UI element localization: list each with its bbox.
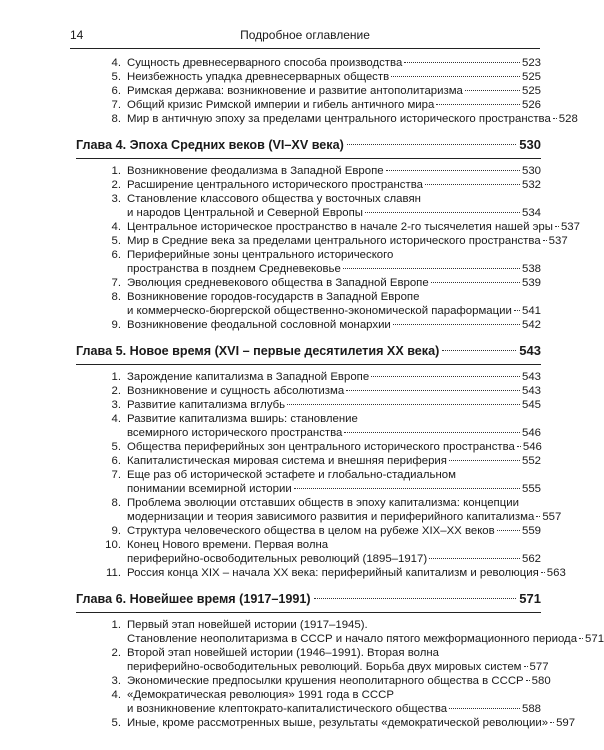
toc-entry [76, 646, 541, 660]
dot-leader [343, 268, 520, 269]
entry-number: 1. [111, 165, 121, 177]
entry-number: 10. [105, 539, 121, 551]
dot-leader [425, 184, 520, 185]
dot-leader [431, 282, 520, 283]
entry-title: Структура человеческого общества в целом на рубеже XIX–XX веков [127, 525, 495, 537]
entry-page: 526 [521, 99, 541, 111]
entry-page: 563 [546, 567, 566, 579]
dot-leader [550, 722, 554, 723]
entry-page: 525 [521, 85, 541, 97]
chapter-heading [76, 341, 541, 361]
entry-title: Конец Нового времени. Первая волна [127, 539, 329, 551]
dot-leader [524, 666, 528, 667]
dot-leader [344, 432, 520, 433]
dot-leader [449, 460, 520, 461]
dot-leader [579, 638, 583, 639]
chapter-heading [76, 589, 541, 609]
dot-leader [526, 680, 530, 681]
entry-page: 543 [521, 371, 541, 383]
entry-title: Развитие капитализма вширь: становление [127, 413, 358, 425]
entry-title: Мир в Средние века за пределами центрального исторического пространства [127, 235, 541, 247]
dot-leader [391, 76, 520, 77]
toc-entry [76, 112, 578, 126]
dot-leader [517, 446, 521, 447]
entry-page: 530 [521, 165, 541, 177]
entry-number: 3. [111, 193, 121, 205]
entry-number: 7. [111, 277, 121, 289]
toc-entry [76, 56, 541, 70]
entry-number: 5. [111, 441, 121, 453]
entry-title: Становление классового общества у восточных славян [127, 193, 421, 205]
entry-page: 577 [529, 661, 549, 673]
toc-entry [76, 468, 541, 482]
dot-leader [347, 144, 516, 145]
entry-page: 523 [521, 57, 541, 69]
chapter-title: Глава 6. Новейшее время (1917–1991) [76, 592, 311, 606]
entry-title: Общества периферийных зон центрального исторического пространства [127, 441, 515, 453]
toc-entry [76, 538, 541, 552]
entry-page: 528 [558, 113, 578, 125]
entry-title: Становление неополитаризма в СССР и начало пятого межформационного периода [127, 633, 578, 645]
entry-number: 11. [106, 567, 121, 579]
dot-leader [536, 516, 540, 517]
entry-title: Иные, кроме рассмотренных выше, результаты «демократической революции» [127, 717, 549, 729]
entry-title: Эволюция средневекового общества в Западной Европе [127, 277, 429, 289]
chapter-title: Глава 5. Новое время (XVI – первые десятилетия XX века) [76, 344, 440, 358]
dot-leader [436, 104, 520, 105]
dot-leader [314, 598, 517, 599]
entry-title: Возникновение городов-государств в Западной Европе [127, 291, 420, 303]
entry-page: 543 [521, 385, 541, 397]
entry-page: 562 [521, 553, 541, 565]
entry-number: 9. [111, 525, 121, 537]
entry-page: 534 [521, 207, 541, 219]
toc-entry [76, 98, 541, 112]
dot-leader [393, 324, 520, 325]
toc-entry [76, 70, 541, 84]
toc-entry [76, 220, 580, 234]
toc-entry [76, 398, 541, 412]
toc-entry [76, 426, 541, 440]
toc-entry [76, 206, 541, 220]
entry-number: 7. [111, 99, 121, 111]
entry-page: 555 [521, 483, 541, 495]
toc-entry [76, 384, 541, 398]
toc-entry [76, 702, 541, 716]
entry-title: Общий кризис Римской империи и гибель античного мира [127, 99, 435, 111]
entry-number: 5. [111, 717, 121, 729]
toc-entry [76, 552, 541, 566]
dot-leader [386, 170, 520, 171]
entry-title: Возникновение феодализма в Западной Европе [127, 165, 384, 177]
toc-entry [76, 632, 604, 646]
toc-entry [76, 688, 541, 702]
chapter-page: 543 [519, 343, 541, 358]
entry-title: Россия конца XIX – начала XX века: периферийный капитализм и революция [127, 567, 539, 579]
table-of-contents [76, 56, 604, 730]
entry-title: модернизации и теория зависимого развития и периферийного капитализма [127, 511, 535, 523]
entry-number: 5. [111, 235, 121, 247]
entry-page: 539 [521, 277, 541, 289]
dot-leader [371, 376, 520, 377]
entry-number: 8. [111, 291, 121, 303]
dot-leader [294, 488, 520, 489]
toc-entry [76, 248, 541, 262]
entry-number: 5. [111, 71, 121, 83]
entry-title: Зарождение капитализма в Западной Европе [127, 371, 370, 383]
entry-title: Развитие капитализма вглубь [127, 399, 286, 411]
toc-entry [76, 370, 541, 384]
toc-entry [76, 510, 562, 524]
entry-title: Возникновение и сущность абсолютизма [127, 385, 345, 397]
chapter-rule [76, 612, 541, 613]
entry-page: 525 [521, 71, 541, 83]
toc-entry [76, 454, 541, 468]
toc-entry [76, 276, 541, 290]
entry-title: Расширение центрального исторического пространства [127, 179, 423, 191]
entry-title: и возникновение клептократо-капиталистического общества [127, 703, 448, 715]
running-header [70, 26, 540, 49]
dot-leader [543, 240, 547, 241]
entry-title: Второй этап новейшей истории (1946–1991). Вторая волна [127, 647, 439, 659]
entry-page: 557 [542, 511, 562, 523]
entry-number: 6. [111, 85, 121, 97]
toc-entry [76, 524, 541, 538]
entry-title: понимании всемирной истории [127, 483, 292, 495]
dot-leader [346, 390, 520, 391]
entry-title: Римская держава: возникновение и развитие антополитаризма [127, 85, 463, 97]
entry-number: 9. [111, 319, 121, 331]
toc-entry [76, 290, 541, 304]
entry-title: Периферийные зоны центрального исторического [127, 249, 394, 261]
entry-number: 4. [111, 413, 121, 425]
chapter-title: Глава 4. Эпоха Средних веков (VI–XV века) [76, 138, 344, 152]
entry-number: 2. [111, 385, 121, 397]
entry-page: 545 [521, 399, 541, 411]
entry-page: 552 [521, 455, 541, 467]
toc-entry [76, 566, 566, 580]
entry-page: 597 [556, 717, 576, 729]
entry-page: 532 [521, 179, 541, 191]
entry-page: 571 [585, 633, 604, 645]
dot-leader [404, 62, 520, 63]
entry-number: 6. [111, 249, 121, 261]
toc-entry [76, 262, 541, 276]
running-title: Подробное оглавление [240, 28, 370, 42]
entry-number: 4. [111, 689, 121, 701]
entry-title: Еще раз об исторической эстафете и глобально-стадиальном [127, 469, 456, 481]
dot-leader [465, 90, 520, 91]
chapter-heading [76, 135, 541, 155]
toc-entry [76, 440, 541, 454]
dot-leader [287, 404, 520, 405]
entry-title: пространства в позднем Средневековье [127, 263, 341, 275]
chapter-page: 571 [519, 591, 541, 606]
entry-number: 3. [111, 675, 121, 687]
chapter-rule [76, 364, 541, 365]
entry-title: и коммерческо-бюргерской общественно-экономической параформации [127, 305, 512, 317]
entry-number: 1. [111, 371, 121, 383]
entry-title: всемирного исторического пространства [127, 427, 343, 439]
entry-title: Капиталистическая мировая система и внешняя периферия [127, 455, 447, 467]
toc-entry [76, 412, 541, 426]
entry-number: 7. [111, 469, 121, 481]
dot-leader [514, 310, 520, 311]
entry-page: 559 [521, 525, 541, 537]
entry-title: Центральное историческое пространство в начале 2-го тысячелетия нашей эры [127, 221, 553, 233]
toc-entry [76, 164, 541, 178]
dot-leader [449, 708, 520, 709]
entry-number: 8. [111, 113, 121, 125]
entry-title: «Демократическая революция» 1991 года в СССР [127, 689, 394, 701]
entry-title: Мир в античную эпоху за пределами центрального исторического пространства [127, 113, 551, 125]
entry-title: Экономические предпосылки крушения неополитарного общества в СССР [127, 675, 524, 687]
entry-page: 537 [560, 221, 580, 233]
entry-page: 541 [521, 305, 541, 317]
entry-number: 8. [111, 497, 121, 509]
entry-page: 537 [548, 235, 568, 247]
entry-number: 3. [111, 399, 121, 411]
dot-leader [541, 572, 545, 573]
entry-title: периферийно-освободительных революций. Борьба двух мировых систем [127, 661, 522, 673]
entry-title: Возникновение феодальной сословной монархии [127, 319, 391, 331]
toc-entry [76, 660, 549, 674]
dot-leader [365, 212, 520, 213]
dot-leader [442, 350, 516, 351]
entry-number: 6. [111, 455, 121, 467]
dot-leader [555, 226, 559, 227]
entry-number: 1. [111, 619, 121, 631]
entry-title: периферийно-освободительных революций (1895–1917) [127, 553, 428, 565]
entry-page: 588 [521, 703, 541, 715]
chapter-page: 530 [519, 137, 541, 152]
entry-title: Проблема эволюции отставших обществ в эпоху капитализма: концепции [127, 497, 519, 509]
entry-title: Первый этап новейшей истории (1917–1945). [127, 619, 368, 631]
toc-entry [76, 318, 541, 332]
entry-title: Неизбежность упадка древнесерварных обществ [127, 71, 390, 83]
toc-entry [76, 178, 541, 192]
entry-number: 2. [111, 647, 121, 659]
entry-page: 538 [521, 263, 541, 275]
toc-entry [76, 482, 541, 496]
dot-leader [429, 558, 520, 559]
toc-entry [76, 618, 541, 632]
toc-entry [76, 304, 541, 318]
toc-entry [76, 674, 551, 688]
entry-page: 580 [531, 675, 551, 687]
toc-entry [76, 234, 568, 248]
page-number: 14 [70, 28, 84, 42]
dot-leader [497, 530, 520, 531]
entry-number: 2. [111, 179, 121, 191]
toc-entry [76, 716, 576, 730]
entry-page: 542 [521, 319, 541, 331]
entry-title: Сущность древнесерварного способа производства [127, 57, 403, 69]
entry-page: 546 [521, 427, 541, 439]
toc-entry [76, 496, 541, 510]
dot-leader [553, 118, 557, 119]
chapter-rule [76, 158, 541, 159]
entry-title: и народов Центральной и Северной Европы [127, 207, 363, 219]
toc-entry [76, 192, 541, 206]
entry-number: 4. [111, 221, 121, 233]
entry-number: 4. [111, 57, 121, 69]
toc-entry [76, 84, 541, 98]
entry-page: 546 [522, 441, 542, 453]
